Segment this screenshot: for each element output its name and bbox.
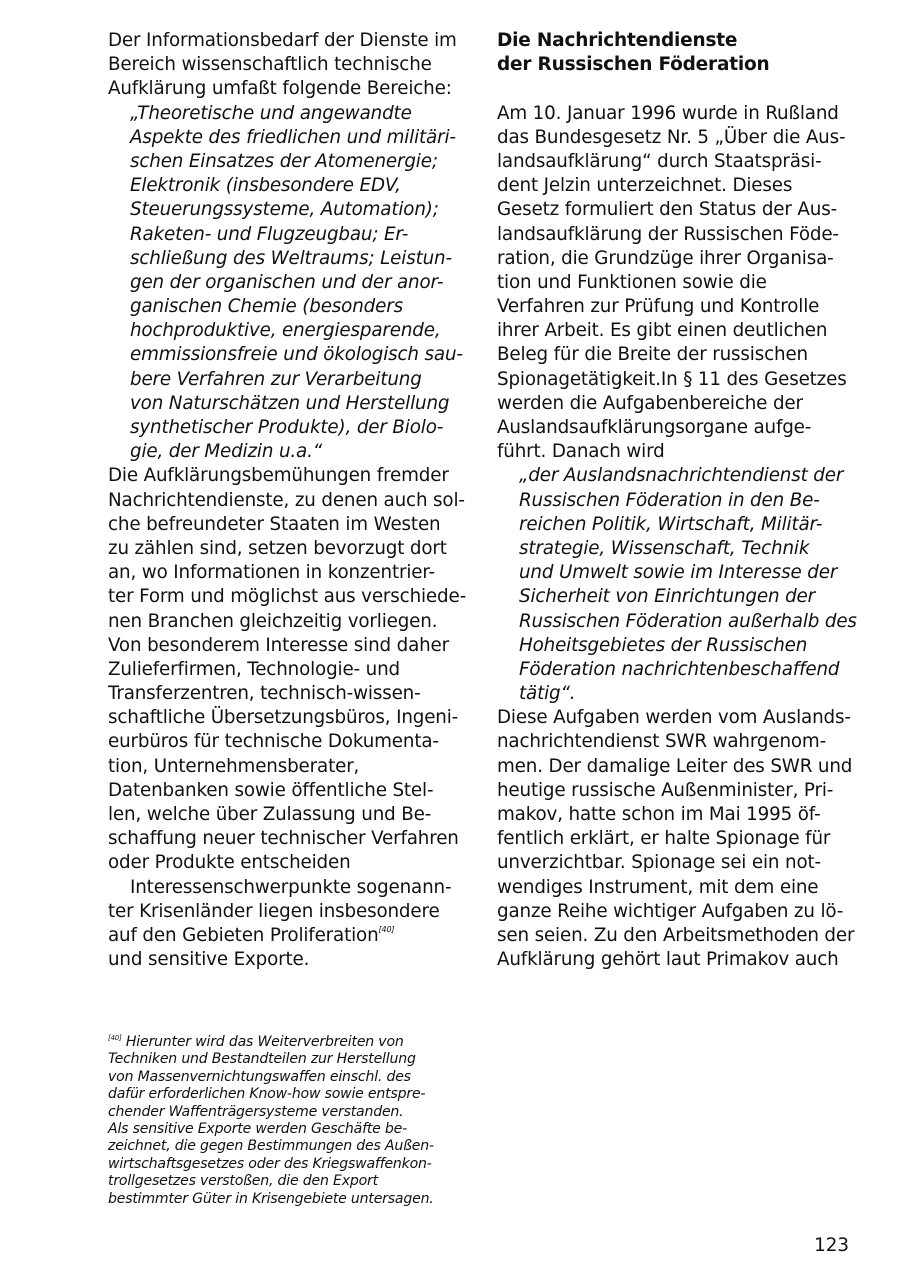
text-line: Gesetz formuliert den Status der Aus-	[497, 199, 838, 221]
text-line: tion, Unternehmensberater,	[108, 755, 360, 777]
quote-line: schen Einsatzes der Atomenergie;	[130, 150, 438, 172]
text-line	[108, 924, 468, 948]
footnote-line: chender Waffenträgersysteme verstanden.	[108, 1103, 404, 1120]
footnote-line: wirtschaftsgesetzes oder des Kriegswaffenkon-	[108, 1155, 432, 1172]
left-column	[108, 29, 468, 972]
text-line: zu zählen sind, setzen bevorzugt dort	[108, 537, 447, 559]
right-column	[497, 29, 857, 972]
spacer	[497, 77, 857, 101]
text-line: ter Krisenländer liegen insbesondere	[108, 900, 440, 922]
text-line: Transferzentren, technisch-wissen-	[108, 683, 421, 705]
text-line: fentlich erklärt, er halte Spionage für	[497, 828, 831, 850]
quote-line: Aspekte des friedlichen und militäri-	[130, 126, 456, 148]
text-line: Von besonderem Interesse sind daher	[108, 634, 450, 656]
text-line: wendiges Instrument, mit dem eine	[497, 876, 819, 898]
quote-line: tätig“.	[519, 683, 576, 705]
quote-line: Russischen Föderation außerhalb des	[519, 610, 857, 632]
intro-paragraph	[108, 29, 468, 102]
text-line: Diese Aufgaben werden vom Auslands-	[497, 707, 851, 729]
page-number: 123	[814, 1235, 849, 1256]
text-line: Verfahren zur Prüfung und Kontrolle	[497, 296, 820, 318]
quote-line: Russischen Föderation in den Be-	[519, 489, 820, 511]
text-line: Nachrichtendienste, zu denen auch sol-	[108, 489, 465, 511]
text-line: Der Informationsbedarf der Dienste im	[108, 30, 457, 51]
quote-line: Steuerungssysteme, Automation);	[130, 199, 439, 221]
text-line: schaffung neuer technischer Verfahren	[108, 828, 459, 850]
text-line: landsaufklärung der Russischen Föde-	[497, 223, 839, 245]
footnote-line: Als sensitive Exporte werden Geschäfte be-	[108, 1120, 408, 1137]
quote-line: bere Verfahren zur Verarbeitung	[130, 368, 422, 390]
text-line: Interessenschwerpunkte sogenann-	[130, 876, 452, 898]
text-line: landsaufklärung“ durch Staatspräsi-	[497, 150, 822, 172]
footnote-line: zeichnet, die gegen Bestimmungen des Außen-	[108, 1138, 434, 1155]
text-line: Die Aufklärungsbemühungen fremder	[108, 465, 449, 487]
block-quote	[108, 102, 468, 465]
quote-line: von Naturschätzen und Herstellung	[130, 392, 450, 414]
quote-line: Sicherheit von Einrichtungen der	[519, 586, 815, 608]
quote-line: Raketen- und Flugzeugbau; Er-	[130, 223, 409, 245]
text-line: unverzichtbar. Spionage sei ein not-	[497, 852, 821, 874]
body-paragraph	[108, 464, 468, 875]
text-line: Zulieferfirmen, Technologie- und	[108, 658, 400, 680]
quote-line: ganischen Chemie (besonders	[130, 296, 403, 318]
footnote	[108, 1034, 468, 1208]
quote-line: emmissionsfreie und ökologisch sau-	[130, 344, 463, 366]
section-heading	[497, 29, 857, 77]
text-line: makov, hatte schon im Mai 1995 öf-	[497, 804, 821, 825]
body-paragraph-2	[497, 706, 857, 972]
body-paragraph-2	[108, 876, 468, 973]
text-line: Auslandsaufklärungsorgane aufge-	[497, 417, 812, 438]
text-line: das Bundesgesetz Nr. 5 „Über die Aus-	[497, 126, 846, 148]
footnote-text: Hierunter wird das Weiterverbreiten von	[121, 1034, 404, 1050]
text-line: und sensitive Exporte.	[108, 949, 310, 971]
footnote-line: Techniken und Bestandteilen zur Herstellung	[108, 1051, 416, 1068]
quote-line: gen der organischen und der anor-	[130, 271, 444, 293]
text-line: ter Form und möglichst aus verschiede-	[108, 586, 467, 608]
text-line: eurbüros für technische Dokumenta-	[108, 731, 439, 753]
footnote-reference[interactable]: [40]	[378, 924, 395, 934]
heading-line: Die Nachrichtendienste	[497, 30, 738, 51]
body-paragraph	[497, 102, 857, 465]
footnote-line: trollgesetzes verstoßen, die den Export	[108, 1173, 378, 1190]
text-line: ihrer Arbeit. Es gibt einen deutlichen	[497, 320, 828, 342]
text-line: sen seien. Zu den Arbeitsmethoden der	[497, 924, 855, 946]
footnote-line: bestimmter Güter in Krisengebiete untersagen.	[108, 1190, 434, 1207]
quote-line: Föderation nachrichtenbeschaffend	[519, 658, 840, 680]
quote-line: und Umwelt sowie im Interesse der	[519, 562, 838, 584]
quote-line: schließung des Weltraums; Leistun-	[130, 247, 452, 269]
quote-line: gie, der Medizin u.a.“	[130, 441, 323, 463]
text-line: schaftliche Übersetzungsbüros, Ingeni-	[108, 707, 459, 729]
text-line: ration, die Grundzüge ihrer Organisa-	[497, 247, 834, 269]
text-line: Spionagetätigkeit.In § 11 des Gesetzes	[497, 368, 847, 390]
quote-line: reichen Politik, Wirtschaft, Militär-	[519, 513, 823, 535]
quote-line: „Theoretische und angewandte	[130, 102, 412, 124]
quote-line: Elektronik (insbesondere EDV,	[130, 175, 401, 197]
text-line: nachrichtendienst SWR wahrgenom-	[497, 731, 827, 753]
text-line: tion und Funktionen sowie die	[497, 271, 767, 293]
text-line: heutige russische Außenminister, Pri-	[497, 779, 834, 801]
text-line: werden die Aufgabenbereiche der	[497, 392, 803, 414]
heading-line: der Russischen Föderation	[497, 54, 770, 76]
quote-line: synthetischer Produkte), der Biolo-	[130, 417, 444, 438]
text-line: nen Branchen gleichzeitig vorliegen.	[108, 610, 438, 632]
text-line: Aufklärung gehört laut Primakov auch	[497, 949, 839, 971]
quote-line: strategie, Wissenschaft, Technik	[519, 537, 810, 559]
quote-line: „der Auslandsnachrichtendienst der	[519, 465, 844, 487]
footnote-line: dafür erforderlichen Know-how sowie entspre-	[108, 1086, 426, 1103]
text-line: Beleg für die Breite der russischen	[497, 344, 808, 366]
footnote-marker: [40]	[108, 1034, 122, 1042]
text-line: dent Jelzin unterzeichnet. Dieses	[497, 175, 793, 197]
text-line: Bereich wissenschaftlich technische	[108, 54, 432, 76]
footnote-line	[108, 1034, 468, 1051]
text-line: che befreundeter Staaten im Westen	[108, 513, 441, 535]
text-line: an, wo Informationen in konzentrier-	[108, 562, 435, 584]
block-quote	[497, 464, 857, 706]
footnote-line: von Massenvernichtungswaffen einschl. des	[108, 1068, 411, 1085]
text-line: ganze Reihe wichtiger Aufgaben zu lö-	[497, 900, 844, 922]
text-line: führt. Danach wird	[497, 441, 665, 463]
text-line: men. Der damalige Leiter des SWR und	[497, 755, 853, 777]
text-line: Datenbanken sowie öffentliche Stel-	[108, 779, 434, 801]
text-line: len, welche über Zulassung und Be-	[108, 804, 432, 825]
text-line: Aufklärung umfaßt folgende Bereiche:	[108, 78, 452, 100]
text-line: Am 10. Januar 1996 wurde in Rußland	[497, 102, 839, 124]
quote-line: Hoheitsgebietes der Russischen	[519, 634, 808, 656]
text-span: auf den Gebieten Proliferation	[108, 924, 379, 946]
quote-line: hochproduktive, energiesparende,	[130, 320, 441, 342]
text-line: oder Produkte entscheiden	[108, 852, 351, 874]
